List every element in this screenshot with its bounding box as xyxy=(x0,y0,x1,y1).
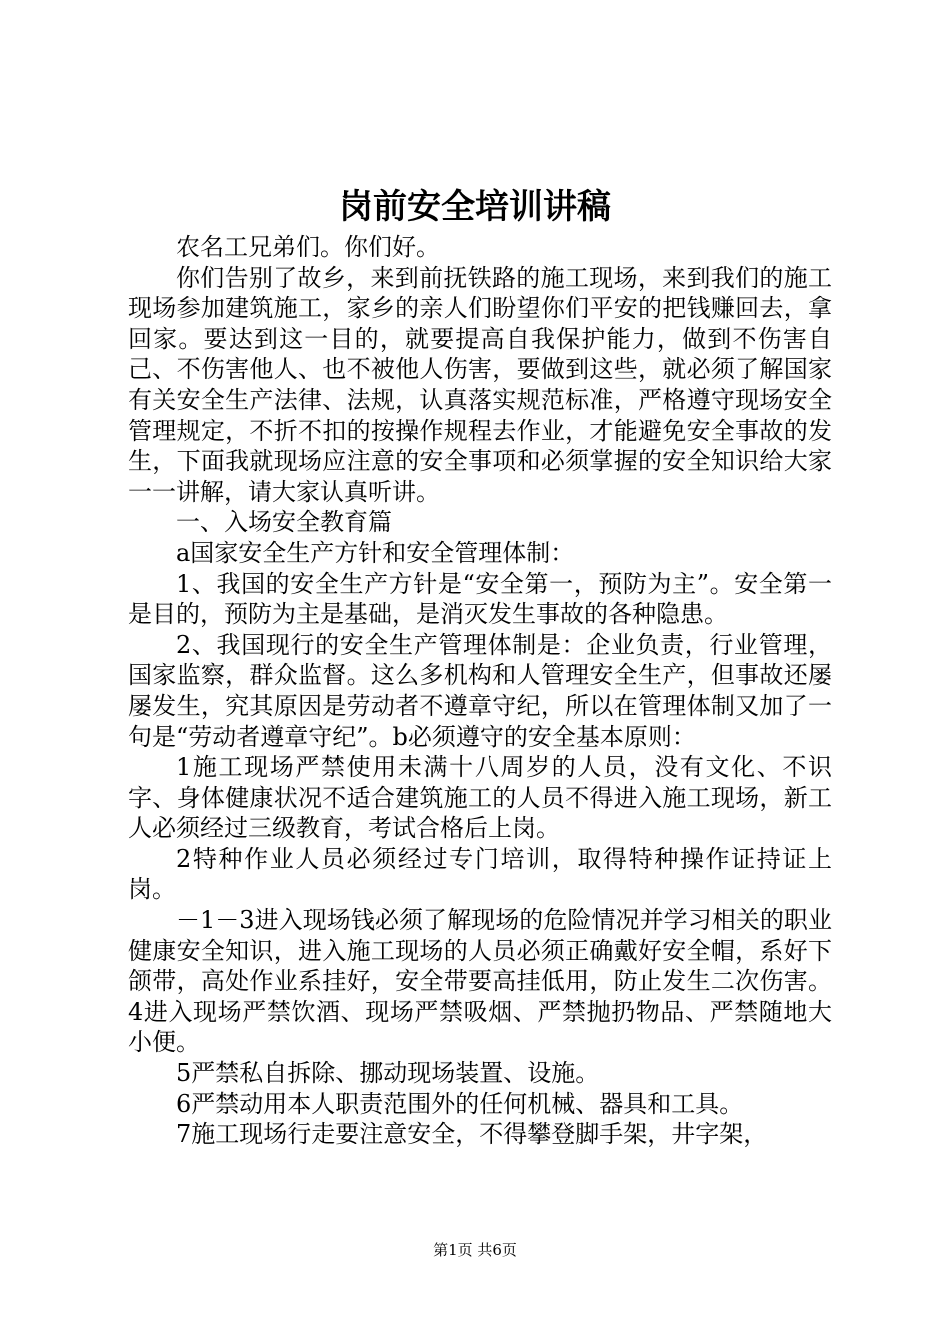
paragraph-intro: 你们告别了故乡，来到前抚铁路的施工现场，来到我们的施工现场参加建筑施工，家乡的亲人们盼望你们平安的把钱赚回去，拿回家。要达到这一目的，就要提高自我保护能力，做到不伤害自己、不伤害他人、也不被他人伤害，要做到这些，就必须了解国家有关安全生产法律、法规，认真落实规范标准，严格遵守现场安全管理规定，不折不扣的按操作规程去作业，才能避免安全事故的发生，下面我就现场应注意的安全事项和必须掌握的安全知识给大家一一讲解，请大家认真听讲。 xyxy=(128,263,832,506)
rule-item-3-4: －1－3进入现场钱必须了解现场的危险情况并学习相关的职业健康安全知识，进入施工现场的人员必须正确戴好安全帽，系好下颌带，高处作业系挂好，安全带要高挂低用，防止发生二次伤害。4进入现场严禁饮酒、现场严禁吸烟、严禁抛扔物品、严禁随地大小便。 xyxy=(128,906,832,1057)
rule-item-5: 5严禁私自拆除、挪动现场装置、设施。 xyxy=(176,1059,600,1088)
paragraph-greeting: 农名工兄弟们。你们好。 xyxy=(176,233,440,261)
rule-item-2: 2特种作业人员必须经过专门培训，取得特种操作证持证上岗。 xyxy=(128,844,832,904)
page-footer: 第1页 共6页 xyxy=(433,1241,517,1259)
subsection-heading-a: a国家安全生产方针和安全管理体制： xyxy=(176,538,575,567)
rule-item-1: 1施工现场严禁使用未满十八周岁的人员，没有文化、不识字、身体健康状况不适合建筑施工的人员不得进入施工现场，新工人必须经过三级教育，考试合格后上岗。 xyxy=(128,753,832,843)
paragraph-item-2: 2、我国现行的安全生产管理体制是：企业负责，行业管理，国家监察，群众监督。这么多机构和人管理安全生产，但事故还屡屡发生，究其原因是劳动者不遵章守纪，所以在管理体制又加了一句是“劳动者遵章守纪”。b必须遵守的安全基本原则： xyxy=(128,630,832,751)
document-body xyxy=(128,232,832,1150)
paragraph-item-1: 1、我国的安全生产方针是“安全第一，预防为主”。安全第一是目的，预防为主是基础，是消灭发生事故的各种隐患。 xyxy=(128,569,832,629)
rule-item-7: 7施工现场行走要注意安全，不得攀登脚手架，井字架， xyxy=(176,1120,768,1149)
document-title: 岗前安全培训讲稿 xyxy=(339,187,611,227)
rule-item-6: 6严禁动用本人职责范围外的任何机械、器具和工具。 xyxy=(176,1089,744,1118)
section-heading: 一、入场安全教育篇 xyxy=(176,508,392,537)
